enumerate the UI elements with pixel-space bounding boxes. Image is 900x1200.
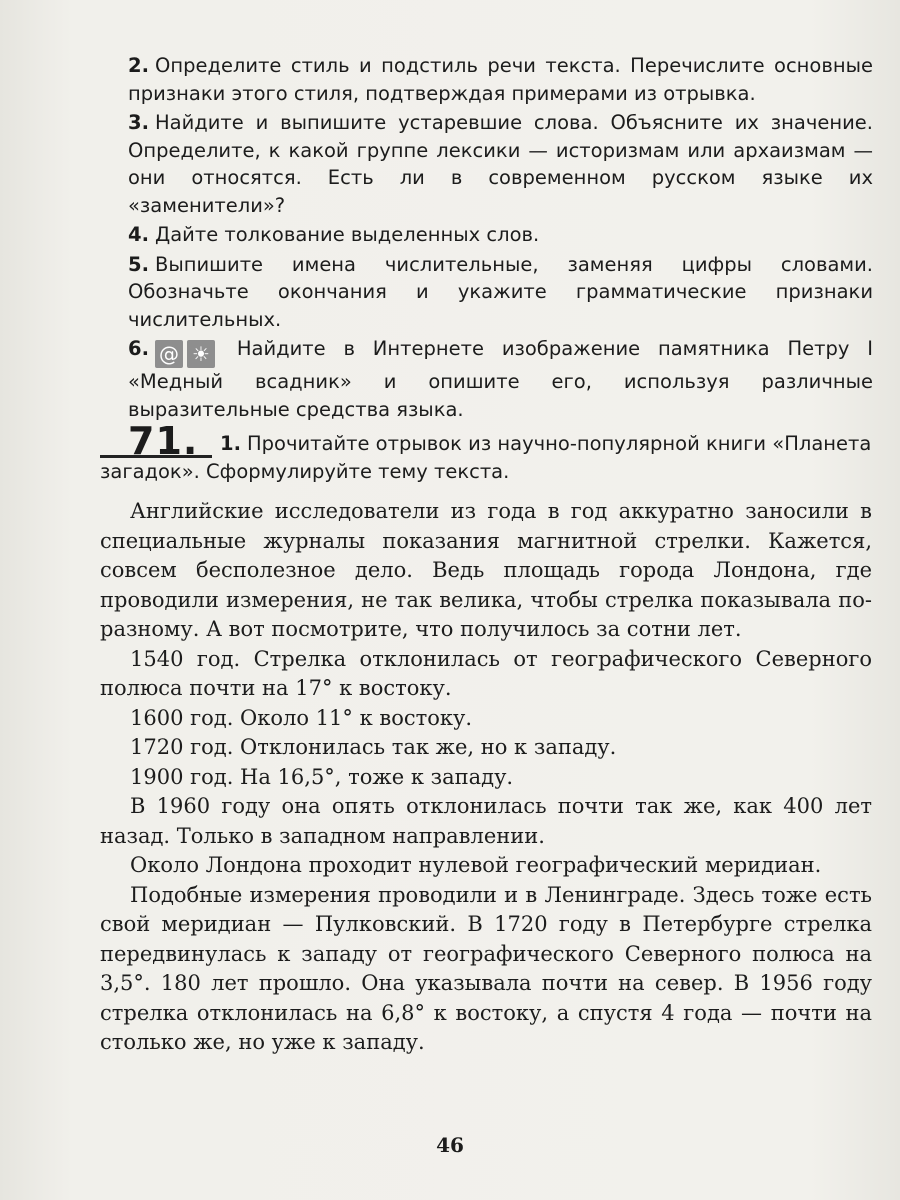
exercise-number: 71. [100,424,212,458]
task-text: Найдите в Интернете изображение памятника Петру I «Медный всадник» и опишите его, используя различные выразительные средства языка. [128,337,873,421]
passage-paragraph: Подобные измерения проводили и в Ленинграде. Здесь тоже есть свой меридиан — Пулковский. В 1720 году в Петербурге стрелка передвинулась к западу от географического Северного полюса на 3,5°. 180 лет прошло. Она указывала почти на север. В 1956 году стрелка отклонилась на 6,8° к востоку, а спустя 4 года — почти на столько же, но уже к западу. [100,882,872,1054]
exercise-header [100,419,873,486]
task-list [128,52,873,425]
passage-paragraph: 1600 год. Около 11° к востоку. [130,705,473,730]
task-number: 4. [128,223,149,246]
passage-paragraph: Около Лондона проходит нулевой географический меридиан. [130,853,822,877]
task-text: Выпишите имена числительные, заменяя цифры словами. Обозначьте окончания и укажите грамматические признаки числительных. [128,252,873,331]
task-3 [128,109,873,219]
passage-paragraph: Английские исследователи из года в год аккуратно заносили в специальные журналы показания магнитной стрелки. Кажется, совсем бесполезное дело. Ведь площадь города Лондона, где проводили измерения, не так велика, чтобы стрелка показывала по-разному. А вот посмотрите, что получилось за сотни лет. [100,499,872,641]
exercise-task-number: 1. [220,432,241,455]
task-text: Дайте толкование выделенных слов. [154,223,540,246]
task-number: 5. [128,252,149,276]
task-6 [128,335,873,423]
internet-at-icon: @ [155,340,183,368]
passage-paragraph: 1540 год. Стрелка отклонилась от географического Северного полюса почти на 17° к востоку. [100,646,872,700]
passage-paragraph: 1900 год. На 16,5°, тоже к западу. [130,764,514,789]
passage-paragraph: 1720 год. Отклонилась так же, но к западу. [130,735,617,759]
passage-paragraph: В 1960 году она опять отклонилась почти так же, как 400 лет назад. Только в западном направлении. [100,794,872,848]
lightbulb-idea-icon: ☀ [187,340,215,368]
exercise-task-text: Прочитайте отрывок из научно-популярной книги «Планета загадок». Сформулируйте тему текста. [100,432,872,483]
task-5 [128,251,873,334]
task-4 [128,221,873,249]
exercise-number-value: 71 [128,419,183,463]
task-2 [128,52,873,107]
reading-passage [100,497,872,1058]
task-number: 3. [128,111,149,134]
task-number: 2. [128,54,149,77]
task-text: Найдите и выпишите устаревшие слова. Объясните их значение. Определите, к какой группе лексики — историзмам или архаизмам — они относятся. Есть ли в современном русском языке их «заменители»? [128,111,873,217]
task-text: Определите стиль и подстиль речи текста. Перечислите основные признаки этого стиля, подтверждая примерами из отрывка. [128,54,873,105]
page-number: 46 [436,1133,464,1157]
task-number: 6. [128,337,149,360]
